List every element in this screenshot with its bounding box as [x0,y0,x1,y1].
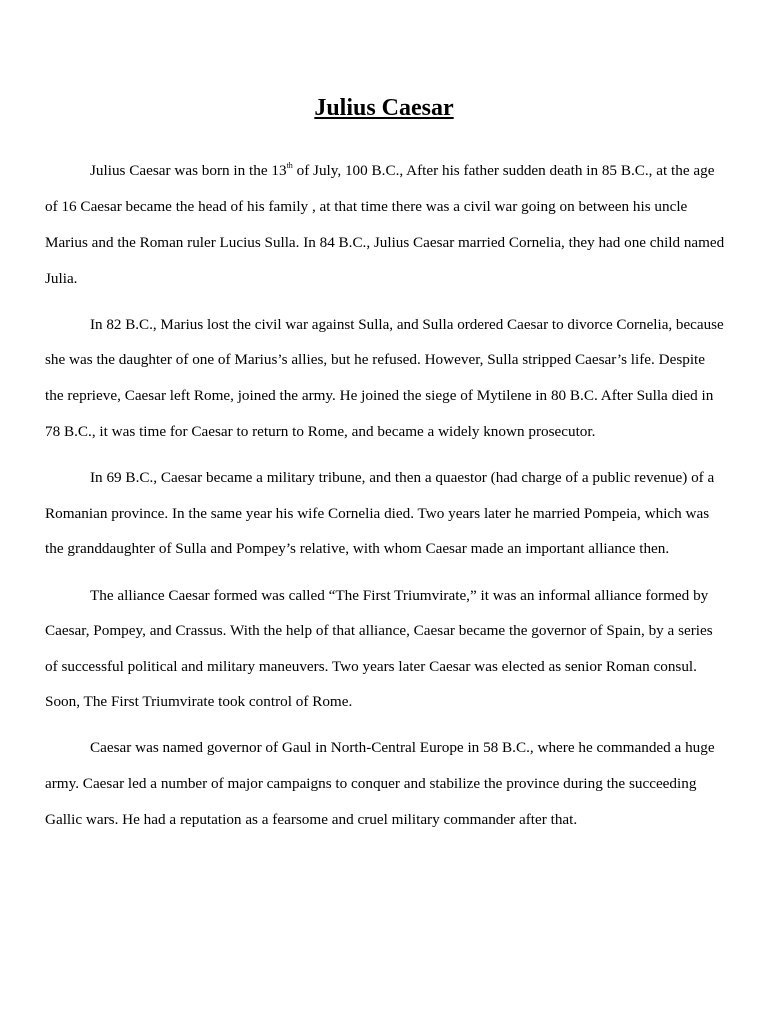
paragraph-3-line-3: the granddaughter of Sulla and Pompey’s relative, with whom Caesar made an important alliance then. [45,540,670,557]
ordinal-superscript: th [286,160,293,170]
document-title: Julius Caesar [314,95,454,121]
text-run: Julius Caesar was born in the 13 [90,162,287,179]
paragraph-5-line-1: Caesar was named governor of Gaul in North-Central Europe in 58 B.C., where he commanded a huge [90,739,715,756]
paragraph-2-line-2: she was the daughter of one of Marius’s allies, but he refused. However, Sulla stripped Caesar’s life. Despite [45,351,706,368]
paragraph-2-line-4: 78 B.C., it was time for Caesar to return to Rome, and became a widely known prosecutor. [45,423,596,440]
paragraph-5-line-3: Gallic wars. He had a reputation as a fearsome and cruel military commander after that. [45,811,578,828]
paragraph-1-line-4: Julia. [45,270,78,287]
paragraph-4-line-3: of successful political and military maneuvers. Two years later Caesar was elected as senior Roman consul. [45,658,697,675]
paragraph-4-line-4: Soon, The First Triumvirate took control of Rome. [45,693,353,710]
paragraph-2-line-1: In 82 B.C., Marius lost the civil war against Sulla, and Sulla ordered Caesar to divorce Cornelia, because [90,316,724,333]
paragraph-2-line-3: the reprieve, Caesar left Rome, joined the army. He joined the siege of Mytilene in 80 B.C. After Sulla died in [45,387,714,404]
paragraph-1-line-1 [90,161,714,181]
paragraph-1-line-3: Marius and the Roman ruler Lucius Sulla. In 84 B.C., Julius Caesar married Cornelia, they had one child named [45,234,725,251]
paragraph-4-line-2: Caesar, Pompey, and Crassus. With the help of that alliance, Caesar became the governor of Spain, by a series [45,622,713,639]
text-run: of July, 100 B.C., After his father sudden death in 85 B.C., at the age [292,162,715,179]
paragraph-1-line-2: of 16 Caesar became the head of his family , at that time there was a civil war going on between his uncle [45,198,688,215]
paragraph-5-line-2: army. Caesar led a number of major campaigns to conquer and stabilize the province during the succeeding [45,775,697,792]
paragraph-4-line-1: The alliance Caesar formed was called “The First Triumvirate,” it was an informal alliance formed by [90,587,709,604]
paragraph-3-line-2: Romanian province. In the same year his wife Cornelia died. Two years later he married Pompeia, which was [45,505,710,522]
paragraph-3-line-1: In 69 B.C., Caesar became a military tribune, and then a quaestor (had charge of a public revenue) of a [90,469,715,486]
